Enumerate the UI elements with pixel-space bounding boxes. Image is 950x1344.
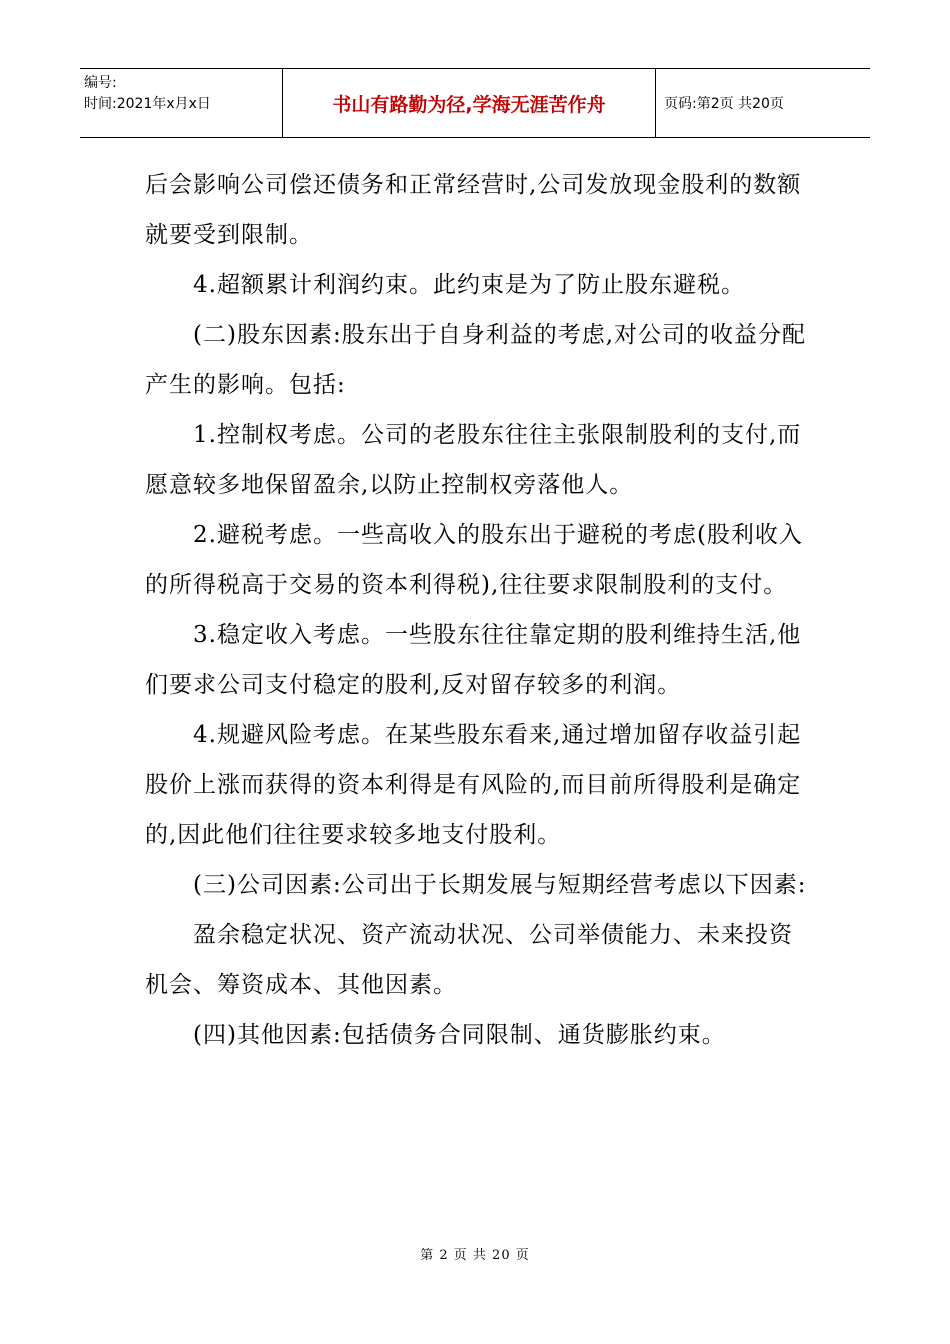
paragraph: 后会影响公司偿还债务和正常经营时,公司发放现金股利的数额就要受到限制。 <box>145 172 802 248</box>
paragraph: (二)股东因素:股东出于自身利益的考虑,对公司的收益分配产生的影响。包括: <box>145 322 807 398</box>
paragraph: 3.稳定收入考虑。一些股东往往靠定期的股利维持生活,他们要求公司支付稳定的股利,反对留存较多的利润。 <box>145 622 802 698</box>
header-page-info: 页码:第2页 共20页 <box>664 96 784 112</box>
document-body <box>145 160 810 1060</box>
page-footer: 第 2 页 共 20 页 <box>420 1248 530 1263</box>
paragraph: (三)公司因素:公司出于长期发展与短期经营考虑以下因素: <box>193 872 807 898</box>
header-meta <box>80 69 283 137</box>
document-time-label: 时间:2021年x月x日 <box>84 96 211 112</box>
page-header <box>80 68 870 138</box>
paragraph: 4.超额累计利润约束。此约束是为了防止股东避税。 <box>193 272 745 298</box>
paragraph: (四)其他因素:包括债务合同限制、通货膨胀约束。 <box>193 1022 726 1048</box>
document-number-label: 编号: <box>84 75 117 91</box>
header-motto: 书山有路勤为径,学海无涯苦作舟 <box>283 69 656 137</box>
paragraph: 2.避税考虑。一些高收入的股东出于避税的考虑(股利收入的所得税高于交易的资本利得税),往往要求限制股利的支付。 <box>145 522 803 598</box>
paragraph: 盈余稳定状况、资产流动状况、公司举债能力、未来投资机会、筹资成本、其他因素。 <box>145 922 793 998</box>
paragraph: 1.控制权考虑。公司的老股东往往主张限制股利的支付,而愿意较多地保留盈余,以防止控制权旁落他人。 <box>145 422 802 498</box>
paragraph: 4.规避风险考虑。在某些股东看来,通过增加留存收益引起股价上涨而获得的资本利得是有风险的,而目前所得股利是确定的,因此他们往往要求较多地支付股利。 <box>145 722 802 848</box>
